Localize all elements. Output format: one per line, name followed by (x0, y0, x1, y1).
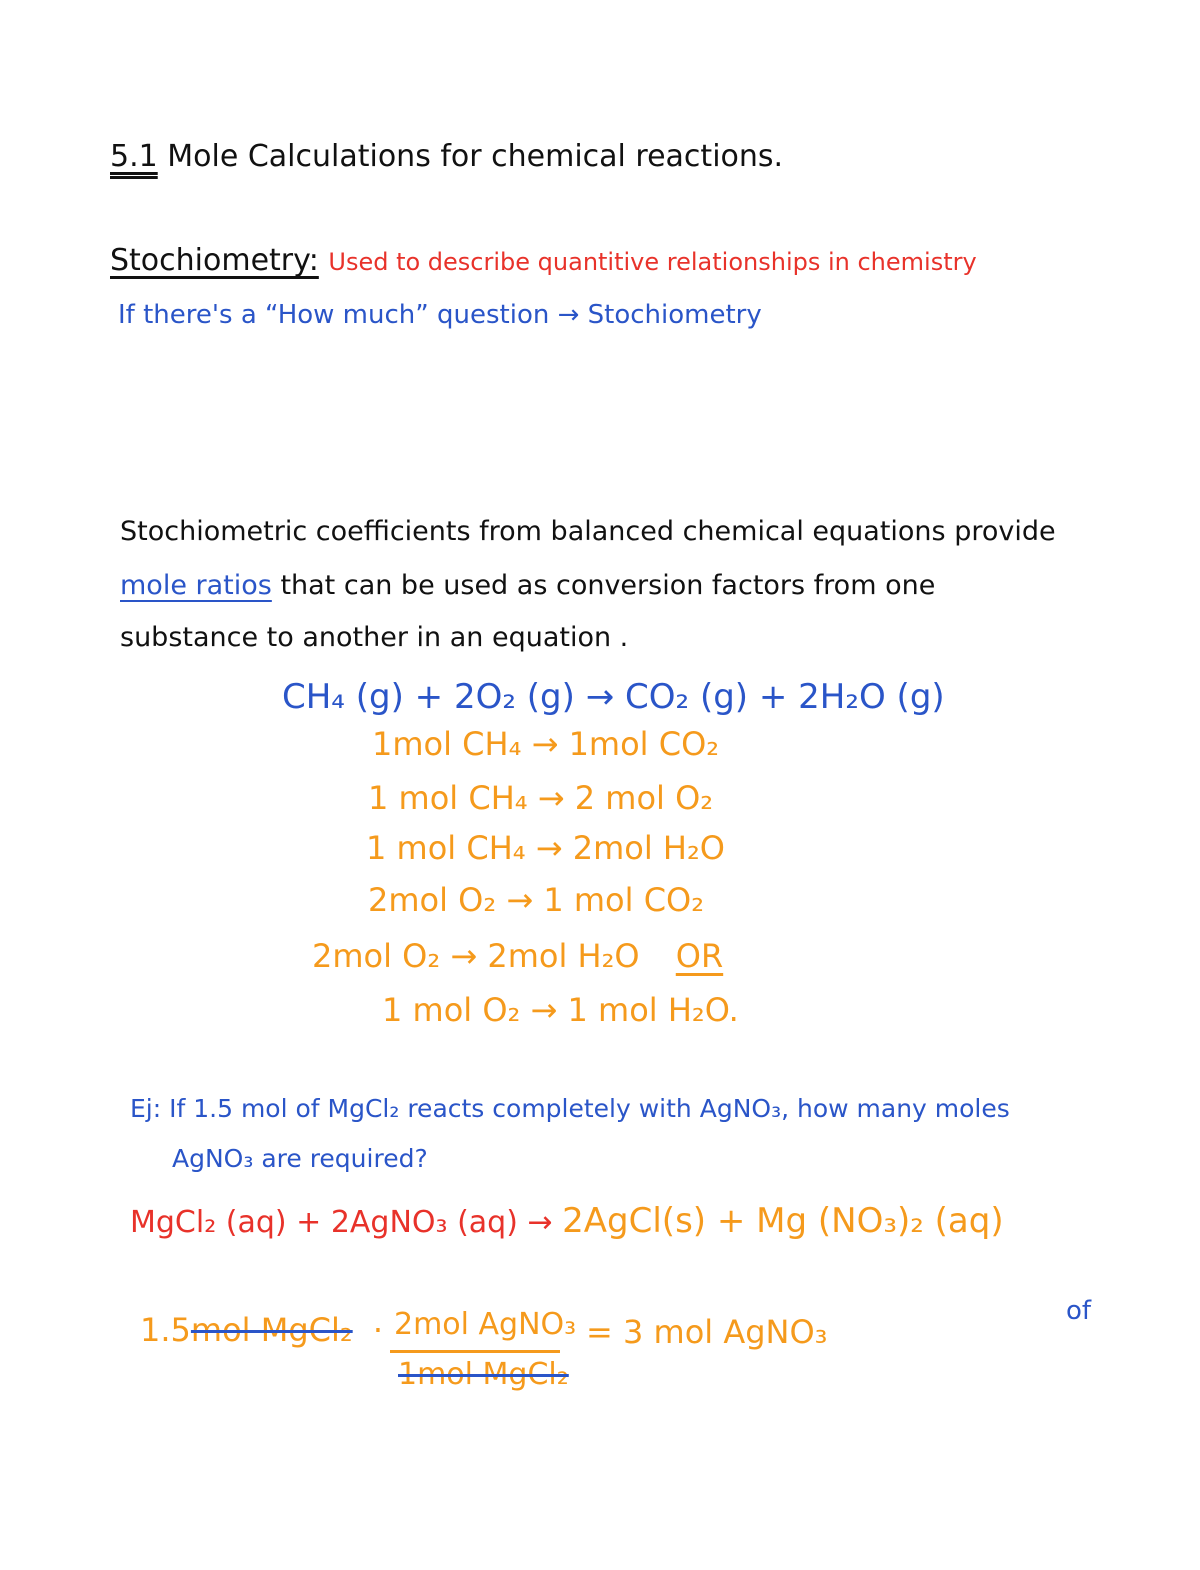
example-question-line-2: AgNO₃ are required? (172, 1144, 428, 1173)
calc-start (140, 1311, 384, 1349)
calc-amount: 1.5 (140, 1311, 191, 1349)
example-equation-products: 2AgCl(s) + Mg (NO₃)₂ (aq) (562, 1201, 1004, 1241)
calc-result: = 3 mol AgNO₃ (586, 1313, 828, 1351)
definition-line (110, 243, 977, 278)
example-equation-reactants: MgCl₂ (aq) + 2AgNO₃ (aq) → (130, 1205, 553, 1240)
paragraph-line-2-rest: that can be used as conversion factors from one (280, 570, 936, 601)
ratio-line: 1 mol CH₄ → 2 mol O₂ (368, 779, 714, 817)
fraction-bar (390, 1350, 560, 1353)
section-title: Mole Calculations for chemical reactions. (167, 139, 784, 174)
margin-note: of (1066, 1296, 1092, 1326)
or-label: OR (675, 937, 724, 975)
paragraph-line-2 (120, 572, 935, 599)
ratio-line: 1 mol O₂ → 1 mol H₂O. (382, 991, 739, 1029)
calc-cancelled-unit: mol MgCl₂ (190, 1311, 353, 1349)
section-number: 5.1 (110, 139, 158, 174)
ratio-line: 2mol O₂ → 2mol H₂O (312, 937, 640, 975)
paragraph-line-1: Stochiometric coefficients from balanced chemical equations provide (120, 516, 1056, 547)
example-question-line-1: Ej: If 1.5 mol of MgCl₂ reacts completely with AgNO₃, how many moles (130, 1094, 1010, 1123)
calc-numerator: 2mol AgNO₃ (394, 1307, 577, 1342)
definition-hint: If there's a “How much” question → Stochiometry (118, 300, 762, 330)
paragraph-line-3: substance to another in an equation . (120, 622, 629, 653)
definition-meaning: Used to describe quantitive relationships in chemistry (328, 248, 977, 276)
example-equation (130, 1201, 1004, 1241)
section-heading (110, 139, 784, 174)
reaction-equation: CH₄ (g) + 2O₂ (g) → CO₂ (g) + 2H₂O (g) (282, 677, 945, 717)
ratio-line: 1mol CH₄ → 1mol CO₂ (372, 725, 720, 763)
calc-multiply: · (372, 1311, 384, 1349)
mole-ratios-highlight: mole ratios (120, 570, 272, 601)
ratio-line-with-or (312, 937, 724, 975)
definition-term: Stochiometry: (110, 243, 319, 278)
calc-denominator (398, 1357, 569, 1392)
ratio-line: 1 mol CH₄ → 2mol H₂O (366, 829, 725, 867)
calc-denominator-text: 1mol MgCl₂ (398, 1357, 569, 1392)
ratio-line: 2mol O₂ → 1 mol CO₂ (368, 881, 705, 919)
